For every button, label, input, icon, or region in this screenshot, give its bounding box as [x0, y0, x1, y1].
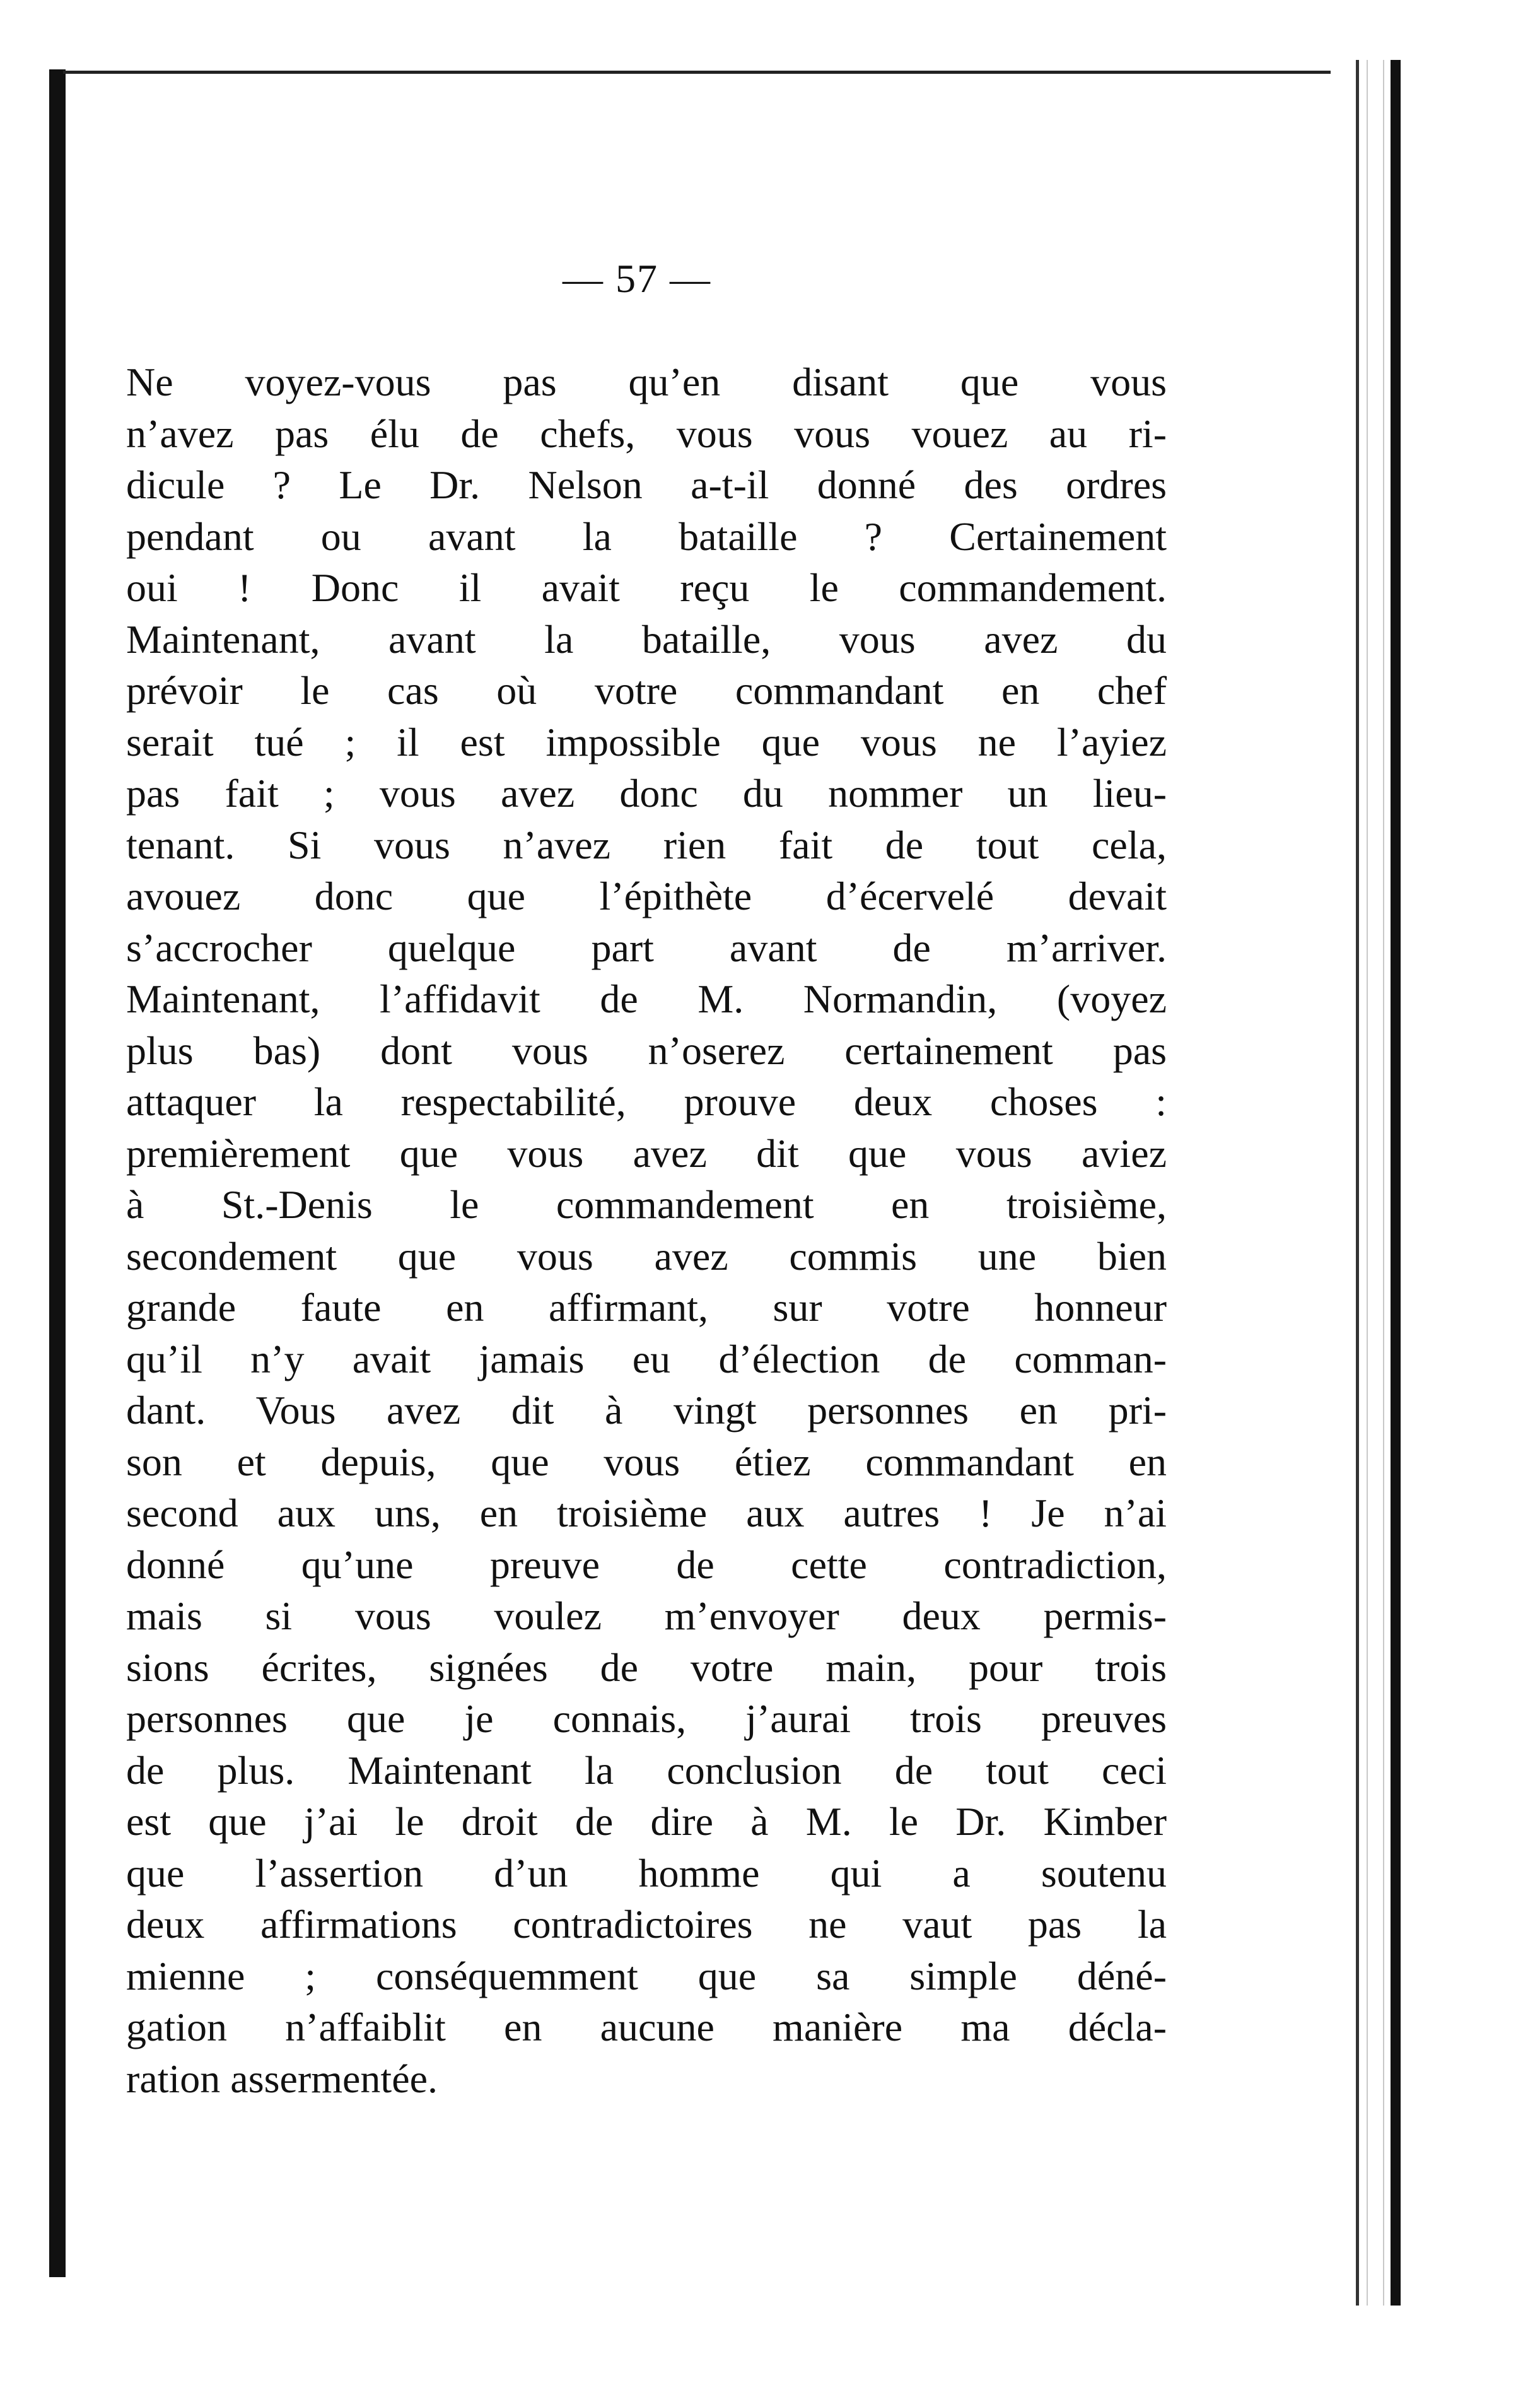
page-number: — 57 — — [563, 256, 711, 301]
text-line: à St.-Denis le commandement en troisième, — [126, 1182, 1167, 1227]
text-line: tenant. Si vous n’avez rien fait de tout cela, — [126, 822, 1167, 867]
text-line: que l’assertion d’un homme qui a soutenu — [126, 1850, 1167, 1896]
text-line: de plus. Maintenant la conclusion de tout ceci — [126, 1747, 1167, 1793]
text-line: personnes que je connais, j’aurai trois preuves — [126, 1696, 1167, 1741]
text-line: donné qu’une preuve de cette contradiction, — [126, 1542, 1167, 1587]
body-text — [126, 356, 1167, 2104]
text-line: est que j’ai le droit de dire à M. le Dr. Kimber — [126, 1799, 1167, 1844]
text-line: attaquer la respectabilité, prouve deux choses : — [126, 1079, 1167, 1124]
text-line: Maintenant, l’affidavit de M. Normandin, (voyez — [126, 976, 1167, 1021]
text-line: second aux uns, en troisième aux autres ! Je n’ai — [126, 1491, 1167, 1535]
text-line: serait tué ; il est impossible que vous ne l’ayiez — [126, 719, 1167, 765]
text-line: ration assermentée. — [126, 2056, 438, 2101]
text-line: pendant ou avant la bataille ? Certainement — [126, 513, 1167, 559]
text-line: s’accrocher quelque part avant de m’arriver. — [126, 925, 1167, 970]
top-rule — [63, 71, 1331, 74]
text-line: mienne ; conséquemment que sa simple déné- — [126, 1953, 1167, 1998]
text-line: sions écrites, signées de votre main, pour trois — [126, 1644, 1167, 1690]
text-line: Ne voyez-vous pas qu’en disant que vous — [126, 360, 1167, 404]
text-line: secondement que vous avez commis une bien — [126, 1233, 1167, 1279]
text-line: dant. Vous avez dit à vingt personnes en pri- — [126, 1388, 1167, 1433]
text-line: gation n’affaiblit en aucune manière ma décla- — [126, 2005, 1167, 2049]
page-binding-edge — [49, 69, 66, 2277]
text-line: dicule ? Le Dr. Nelson a-t-il donné des ordres — [126, 462, 1167, 507]
text-line: pas fait ; vous avez donc du nommer un lieu- — [126, 771, 1167, 816]
text-line: qu’il n’y avait jamais eu d’élection de comman- — [126, 1336, 1167, 1381]
text-line: n’avez pas élu de chefs, vous vous vouez au ri- — [126, 411, 1167, 456]
text-line: deux affirmations contradictoires ne vaut pas la — [126, 1902, 1167, 1947]
page-right-edge-bar — [1391, 60, 1401, 2306]
text-line: prévoir le cas où votre commandant en chef — [126, 668, 1167, 713]
text-line: oui ! Donc il avait reçu le commandement. — [126, 565, 1167, 610]
text-line: Maintenant, avant la bataille, vous avez du — [126, 616, 1167, 662]
text-line: premièrement que vous avez dit que vous aviez — [126, 1130, 1167, 1176]
text-line: grande faute en affirmant, sur votre honneur — [126, 1285, 1167, 1330]
text-line: avouez donc que l’épithète d’écervelé devait — [126, 874, 1167, 918]
text-line: son et depuis, que vous étiez commandant en — [126, 1439, 1167, 1484]
text-line: plus bas) dont vous n’oserez certainement pas — [126, 1028, 1167, 1073]
text-line: mais si vous voulez m’envoyer deux permis- — [126, 1593, 1167, 1638]
